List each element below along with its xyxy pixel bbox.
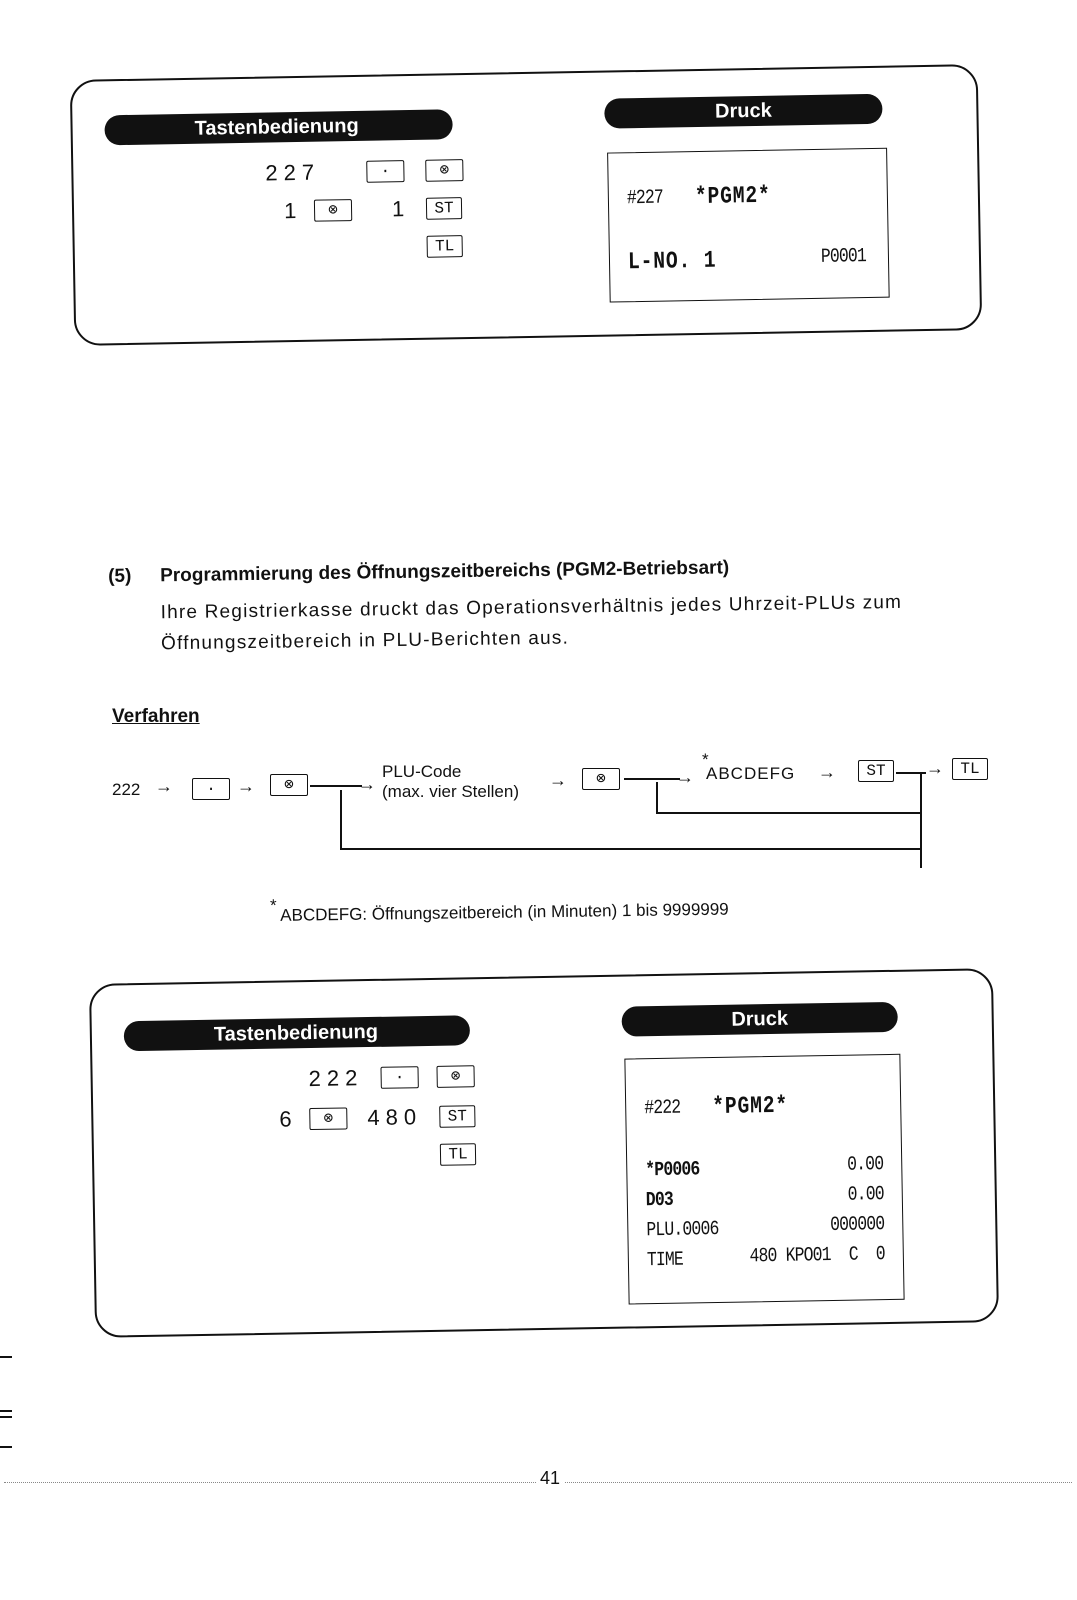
procedure-label: Verfahren (112, 706, 200, 727)
print-label: Druck (621, 1002, 897, 1037)
receipt-line-number: L-NO. 1 (627, 247, 717, 277)
flow-arrow: → (358, 774, 376, 794)
receipt-amount: 0.00 (847, 1183, 884, 1207)
margin-mark (0, 1410, 12, 1412)
margin-mark (0, 1446, 12, 1448)
flow-arrow: → (676, 767, 694, 787)
example-panel-2 (89, 968, 999, 1338)
key-sequence-number: 6 (279, 1106, 298, 1132)
receipt-printout (624, 1054, 904, 1305)
flow-start-number: 222 (112, 780, 141, 799)
keys-operation-label: Tastenbedienung (124, 1015, 470, 1051)
flow-subtotal-key: ST (858, 760, 894, 782)
receipt-plu-code: P0001 (820, 245, 867, 269)
multiply-key: ⊗ (314, 199, 352, 222)
section-title: Programmierung des Öffnungszeitbereichs (PGM2-Betriebsart) (159, 557, 730, 587)
multiply-key: ⊗ (309, 1107, 347, 1130)
flow-multiply-key: ⊗ (270, 774, 308, 796)
flow-arrow: → (549, 770, 567, 790)
margin-mark (0, 1356, 12, 1358)
flow-decimal-key: · (192, 778, 230, 800)
receipt-code: #222 (644, 1096, 681, 1121)
multiply-key: ⊗ (425, 159, 463, 182)
decimal-key: · (380, 1066, 418, 1089)
print-label: Druck (604, 94, 882, 129)
section-block (108, 553, 1009, 660)
key-sequence-number: 227 (265, 159, 321, 186)
section-paragraph-line-1: Ihre Registrierkasse druckt das Operationsverhältnis jedes Uhrzeit-PLUs zum (160, 591, 903, 624)
receipt-code: #227 (626, 186, 664, 211)
procedure-flow-diagram (0, 740, 1077, 860)
key-sequence-number: 1 (391, 196, 411, 222)
subtotal-key: ST (439, 1105, 475, 1128)
flow-multiply-key: ⊗ (582, 768, 620, 790)
flow-total-key: TL (952, 758, 988, 780)
decimal-key: · (366, 160, 404, 183)
multiply-key: ⊗ (436, 1065, 474, 1088)
total-key: TL (440, 1143, 476, 1166)
flow-arrow: → (237, 776, 255, 796)
receipt-mode-title: *PGM2* (711, 1092, 789, 1122)
section-number: (5) (108, 565, 132, 587)
receipt-counter: 000000 (829, 1213, 885, 1238)
page-number: 41 (536, 1468, 564, 1489)
footnote-asterisk: * (269, 895, 277, 915)
flow-plu-code: PLU-Code (382, 762, 462, 781)
receipt-mode-title: *PGM2* (694, 182, 771, 212)
receipt-printout (607, 148, 890, 303)
receipt-amount: 0.00 (846, 1153, 884, 1177)
flow-asterisk: * (702, 750, 709, 769)
receipt-department: D03 (645, 1188, 674, 1213)
section-paragraph-line-2: Öffnungszeitbereich in PLU-Berichten aus. (160, 627, 570, 655)
flow-arrow: → (818, 762, 836, 782)
total-key: TL (427, 235, 463, 258)
keys-operation-label: Tastenbedienung (104, 109, 452, 145)
flow-arrow: → (926, 758, 944, 778)
footnote-text: ABCDEFG: Öffnungszeitbereich (in Minuten) 1 bis 9999999 (280, 899, 729, 925)
flow-plu-note: (max. vier Stellen) (382, 782, 519, 801)
receipt-plu-number: PLU.0006 (646, 1217, 719, 1243)
receipt-plu-code: *P0006 (645, 1158, 700, 1183)
subtotal-key: ST (426, 197, 462, 220)
example-panel-1 (70, 64, 983, 346)
flow-abcdefg: ABCDEFG (706, 764, 796, 783)
receipt-time-value: 480 KPO01 C 0 (749, 1243, 886, 1269)
key-sequence-number: 222 (308, 1065, 364, 1092)
flow-arrow: → (155, 776, 173, 796)
receipt-time-label: TIME (646, 1248, 684, 1273)
key-sequence-number: 480 (367, 1104, 423, 1131)
key-sequence-number: 1 (283, 197, 303, 224)
margin-mark (0, 1416, 12, 1418)
